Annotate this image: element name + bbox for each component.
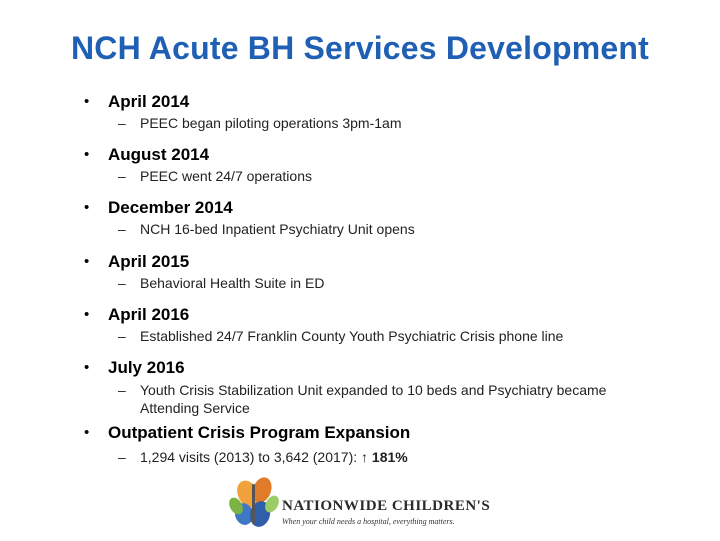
logo-tagline: When your child needs a hospital, everything matters.	[282, 517, 455, 526]
bullet: •	[84, 146, 90, 163]
item-detail: PEEC began piloting operations 3pm-1am	[140, 115, 402, 131]
bullet: •	[84, 199, 90, 216]
item-heading: April 2014	[108, 92, 190, 111]
bullet: •	[84, 93, 90, 110]
bullet: •	[84, 424, 90, 441]
item-heading: December 2014	[108, 198, 233, 217]
sub-dash: –	[118, 115, 126, 131]
item-detail	[140, 448, 660, 466]
item-detail: PEEC went 24/7 operations	[140, 168, 312, 184]
item-detail: Youth Crisis Stabilization Unit expanded to 10 beds and Psychiatry became Attending Service	[140, 382, 607, 416]
sub-dash: –	[118, 221, 126, 237]
item-heading: April 2016	[108, 305, 190, 324]
visit-growth-text: 1,294 visits (2013) to 3,642 (2017):	[140, 449, 362, 465]
slide-title: NCH Acute BH Services Development	[70, 30, 650, 66]
item-heading: August 2014	[108, 145, 210, 164]
logo-wordmark: NATIONWIDE CHILDREN'S	[282, 498, 491, 514]
sub-dash: –	[118, 168, 126, 184]
item-detail: Established 24/7 Franklin County Youth Psychiatric Crisis phone line	[140, 328, 564, 344]
item-detail: Behavioral Health Suite in ED	[140, 275, 325, 291]
bullet: •	[84, 253, 90, 270]
sub-dash: –	[118, 449, 126, 465]
sub-dash: –	[118, 328, 126, 344]
item-heading: April 2015	[108, 252, 190, 271]
item-detail: NCH 16-bed Inpatient Psychiatry Unit opens	[140, 221, 415, 237]
sub-dash: –	[118, 275, 126, 291]
item-heading: July 2016	[108, 358, 185, 377]
sub-dash: –	[118, 382, 126, 398]
bullet: •	[84, 359, 90, 376]
item-heading: Outpatient Crisis Program Expansion	[108, 423, 411, 442]
growth-percent: ↑ 181%	[361, 449, 408, 465]
bullet: •	[84, 306, 90, 323]
